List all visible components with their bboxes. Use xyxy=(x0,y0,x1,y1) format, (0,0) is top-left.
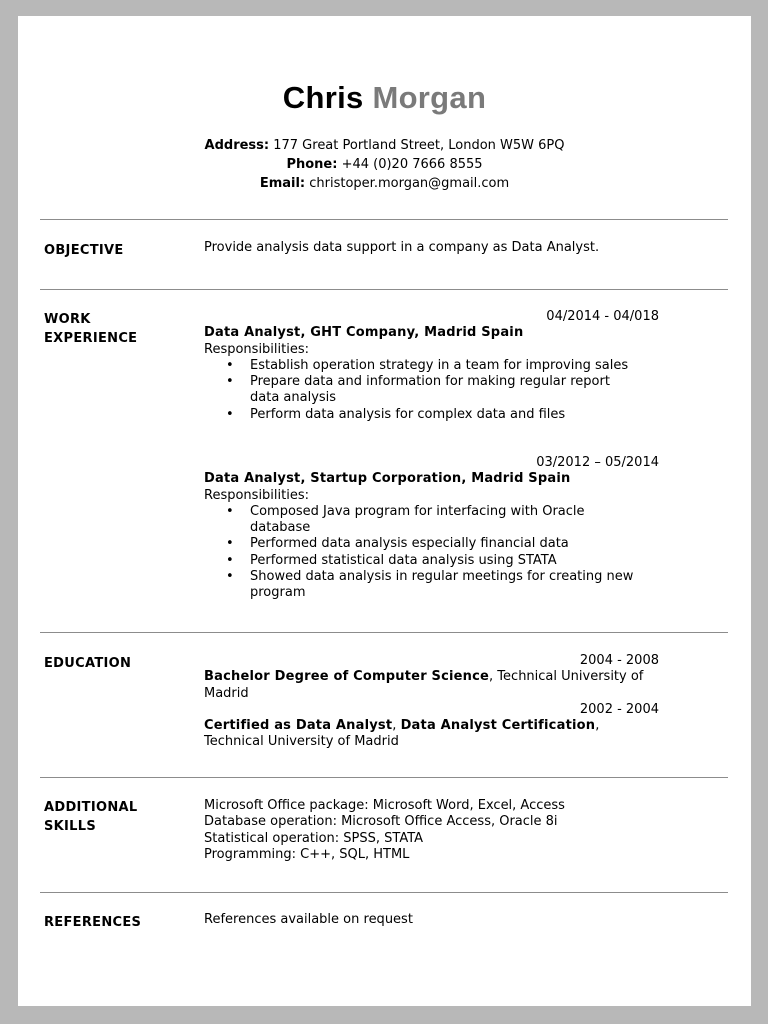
job-dates: 04/2014 - 04/018 xyxy=(546,309,659,324)
references-heading: REFERENCES xyxy=(44,915,142,930)
skill-line: Microsoft Office package: Microsoft Word, Excel, Access xyxy=(204,798,565,813)
references-text: References available on request xyxy=(204,912,413,927)
education-dates: 2004 - 2008 xyxy=(579,653,659,668)
list-item: • Showed data analysis in regular meetings for creating new program xyxy=(204,569,659,602)
responsibilities-list xyxy=(204,504,659,602)
skills-heading xyxy=(44,798,137,836)
job-dates: 03/2012 – 05/2014 xyxy=(536,455,659,470)
email-label: Email: xyxy=(259,176,306,191)
education-dates: 2002 - 2004 xyxy=(579,701,659,717)
list-item: • Performed data analysis especially financial data xyxy=(204,536,659,552)
list-item: • Composed Java program for interfacing with Oracle database xyxy=(204,504,659,537)
institution: , Technical University of Madrid xyxy=(204,669,644,701)
skills-heading-line1: ADDITIONAL xyxy=(44,800,138,815)
skills-heading-line2: SKILLS xyxy=(44,819,97,834)
section-divider xyxy=(40,219,728,220)
list-item: • Perform data analysis for complex data and files xyxy=(204,407,659,423)
responsibilities-label: Responsibilities: xyxy=(204,487,309,503)
skill-line: Programming: C++, SQL, HTML xyxy=(204,846,410,862)
certification-title: Data Analyst Certification xyxy=(400,718,596,734)
section-divider xyxy=(40,289,728,290)
separator: , xyxy=(392,718,401,734)
first-name: Chris xyxy=(282,80,364,115)
education-entry xyxy=(204,718,659,751)
phone-value: +44 (0)20 7666 8555 xyxy=(341,157,483,172)
work-heading-line2: EXPERIENCE xyxy=(44,331,138,346)
institution: , Technical University of Madrid xyxy=(204,718,600,750)
skill-line: Statistical operation: SPSS, STATA xyxy=(204,830,424,846)
email-line xyxy=(18,174,751,193)
list-item: • Performed statistical data analysis using STATA xyxy=(204,553,659,569)
education-entry xyxy=(204,669,659,702)
phone-label: Phone: xyxy=(286,157,338,172)
list-item: • Prepare data and information for making regular report data analysis xyxy=(204,374,659,407)
email-value[interactable]: christoper.morgan@gmail.com xyxy=(309,176,510,191)
address-value: 177 Great Portland Street, London W5W 6PQ xyxy=(273,138,565,153)
last-name: Morgan xyxy=(372,80,487,115)
work-entry-1 xyxy=(204,309,659,423)
education-heading: EDUCATION xyxy=(44,656,132,671)
responsibilities-label: Responsibilities: xyxy=(204,341,309,357)
education-entries xyxy=(204,653,659,751)
section-divider xyxy=(40,632,728,633)
job-title: Data Analyst, Startup Corporation, Madrid Spain xyxy=(204,471,571,487)
objective-heading: OBJECTIVE xyxy=(44,243,124,258)
address-line xyxy=(18,136,751,155)
work-entry-2 xyxy=(204,455,659,602)
work-heading-line1: WORK xyxy=(44,312,91,327)
responsibilities-list xyxy=(204,358,659,423)
degree-title: Certified as Data Analyst xyxy=(204,718,393,734)
candidate-name xyxy=(18,80,751,116)
list-item: • Establish operation strategy in a team for improving sales xyxy=(204,358,659,374)
phone-line xyxy=(18,155,751,174)
section-divider xyxy=(40,777,728,778)
skill-line: Database operation: Microsoft Office Access, Oracle 8i xyxy=(204,814,558,830)
address-label: Address: xyxy=(204,138,270,153)
degree-title: Bachelor Degree of Computer Science xyxy=(204,669,490,685)
contact-block xyxy=(18,136,751,193)
work-heading xyxy=(44,310,137,348)
resume-page xyxy=(18,16,751,1006)
skills-list xyxy=(204,798,659,863)
section-divider xyxy=(40,892,728,893)
objective-text: Provide analysis data support in a company as Data Analyst. xyxy=(204,240,600,255)
job-title: Data Analyst, GHT Company, Madrid Spain xyxy=(204,325,524,341)
